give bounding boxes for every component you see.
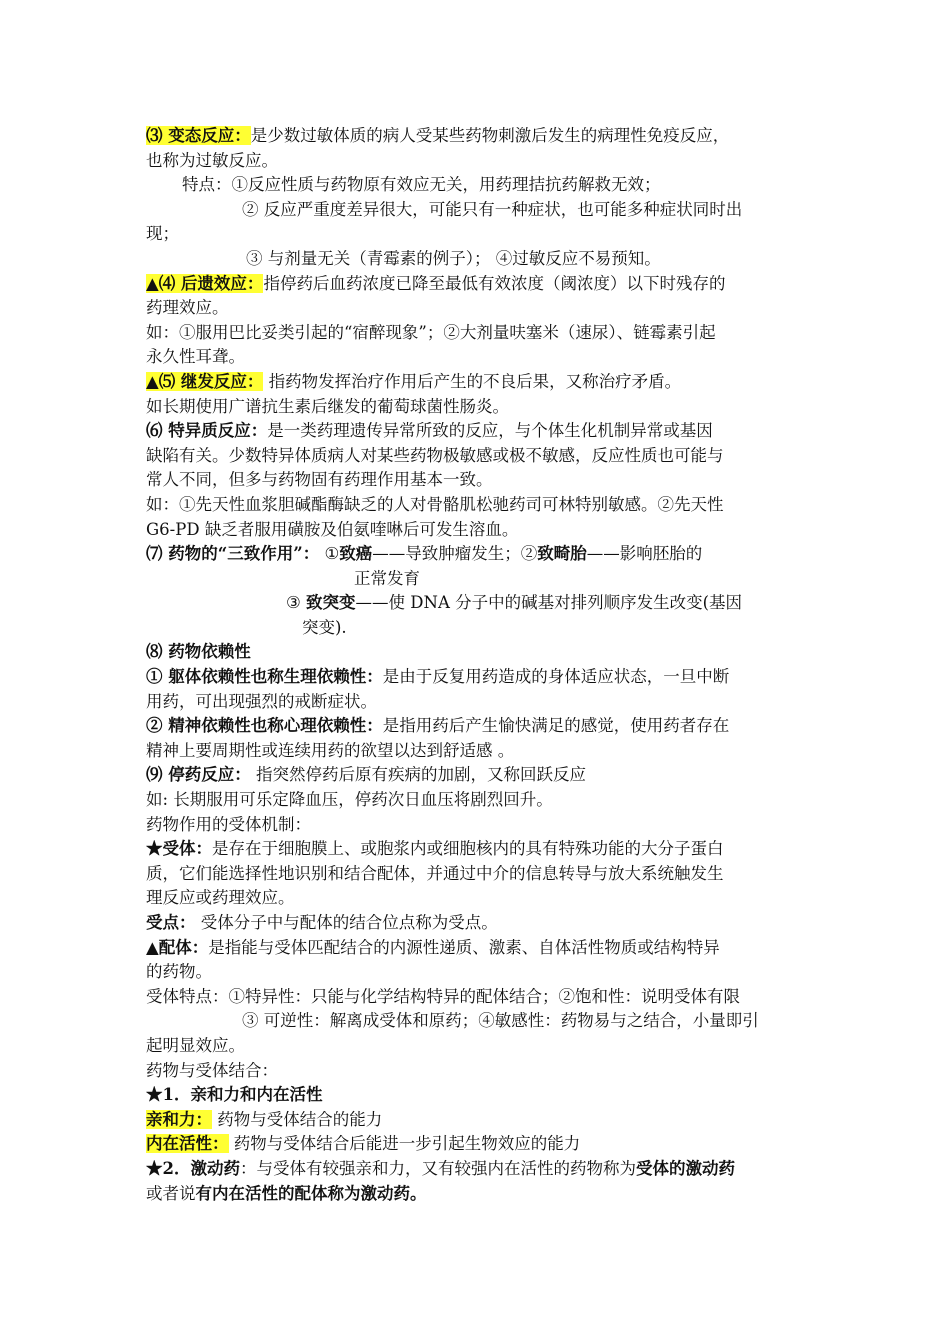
text-line: 如长期使用广谱抗生素后继发的葡萄球菌性肠炎。 [146,396,509,416]
text-line: ③ 与剂量无关（青霉素的例子）； ④过敏反应不易预知。 [246,248,661,268]
text-line: ② 反应严重度差异很大，可能只有一种症状，也可能多种症状同时出 [242,199,743,219]
agonist-line: ★2．激动药：与受体有较强亲和力，又有较强内在活性的药物称为受体的激动药 [146,1158,735,1178]
receptor-line: ★受体：是存在于细胞膜上、或胞浆内或细胞核内的具有特殊功能的大分子蛋白 [146,839,724,859]
text-line: 如：①服用巴比妥类引起的“宿醉现象”；②大剂量呋塞米（速尿）、链霉素引起 [146,322,716,342]
text-line: 正常发育 [354,568,420,588]
intrinsic-activity-line: 内在活性： 药物与受体结合后能进一步引起生物效应的能力 [146,1134,581,1154]
text-line: 常人不同，但多与药物固有药理作用基本一致。 [146,470,493,490]
affinity-heading: ★1．亲和力和内在活性 [146,1085,323,1105]
text-line: 缺陷有关。少数特异体质病人对某些药物极敏感或极不敏感，反应性质也可能与 [146,445,724,465]
text-line: 药物与受体结合： [146,1060,278,1080]
residual-term: ▲⑷ 后遗效应： [146,273,264,293]
text-line: 特点：①反应性质与药物原有效应无关，用药理拮抗药解救无效； [182,175,661,195]
text-line: ③ 可逆性：解离成受体和原药；④敏感性：药物易与之结合，小量即引 [242,1011,759,1031]
text-line: 如：①先天性血浆胆碱酯酶缺乏的人对骨骼肌松驰药司可林特别敏感。②先天性 [146,494,724,514]
psychic-dependence-line: ② 精神依赖性也称心理依赖性：是指用药后产生愉快满足的感觉，使用药者存在 [146,716,730,736]
mutation-line: ③ 致突变——使 DNA 分子中的碱基对排列顺序发生改变(基因 [286,593,743,613]
text-line: 永久性耳聋。 [146,347,245,367]
idiosyncratic-term: ⑹ 特异质反应： [146,421,268,441]
withdrawal-line: ⑼ 停药反应： 指突然停药后原有疾病的加剧，又称回跃反应 [146,765,586,785]
text-line: 质，它们能选择性地识别和结合配体，并通过中介的信息转导与放大系统触发生 [146,863,724,883]
text-line: 起明显效应。 [146,1035,245,1055]
text-line: 的药物。 [146,962,212,982]
allergy-term: ⑶ 变态反应： [146,126,251,145]
three-effects-line: ⑺ 药物的“三致作用”： ①致癌——导致肿瘤发生；②致畸胎——影响胚胎的 [146,544,703,564]
text-line: G6-PD 缺乏者服用磺胺及伯氨喹啉后可发生溶血。 [146,519,519,539]
text-line: 如: 长期服用可乐定降血压，停药次日血压将剧烈回升。 [146,790,553,810]
receptor-site-line: 受点： 受体分子中与配体的结合位点称为受点。 [146,913,498,932]
secondary-heading-line: ▲⑸ 继发反应： 指药物发挥治疗作用后产生的不良后果，又称治疗矛盾。 [146,371,682,391]
text-line: 理反应或药理效应。 [146,888,295,908]
allergy-heading-line: ⑶ 变态反应：是少数过敏体质的病人受某些药物刺激后发生的病理性免疫反应， [146,126,730,145]
idiosyncratic-heading-line: ⑹ 特异质反应：是一类药理遗传异常所致的反应，与个体生化机制异常或基因 [146,421,713,441]
text-line: 药理效应。 [146,298,229,318]
text-line: 受体特点：①特异性：只能与化学结构特异的配体结合；②饱和性：说明受体有限 [146,986,740,1006]
physical-dependence-line: ① 躯体依赖性也称生理依赖性：是由于反复用药造成的身体适应状态，一旦中断 [146,667,730,687]
text-line: 突变). [302,617,347,637]
text-line: 现； [146,224,179,244]
ligand-line: ▲配体：是指能与受体匹配结合的内源性递质、激素、自体活性物质或结构特异 [146,937,720,957]
text-line: 用药，可出现强烈的戒断症状。 [146,691,377,711]
residual-heading-line: ▲⑷ 后遗效应：指停药后血药浓度已降至最低有效浓度（阈浓度）以下时残存的 [146,273,726,293]
text-line: 也称为过敏反应。 [146,150,278,170]
text-line: 精神上要周期性或连续用药的欲望以达到舒适感 。 [146,740,515,760]
affinity-line: 亲和力： 药物与受体结合的能力 [146,1109,383,1129]
text-line: 药物作用的受体机制： [146,814,311,834]
document-body [146,124,816,1206]
agonist-line-2: 或者说有内在活性的配体称为激动药。 [146,1183,427,1203]
three-effects-term: ⑺ 药物的“三致作用”： [146,544,320,564]
dependence-heading: ⑻ 药物依赖性 [146,642,251,662]
secondary-term: ▲⑸ 继发反应： [146,371,264,391]
